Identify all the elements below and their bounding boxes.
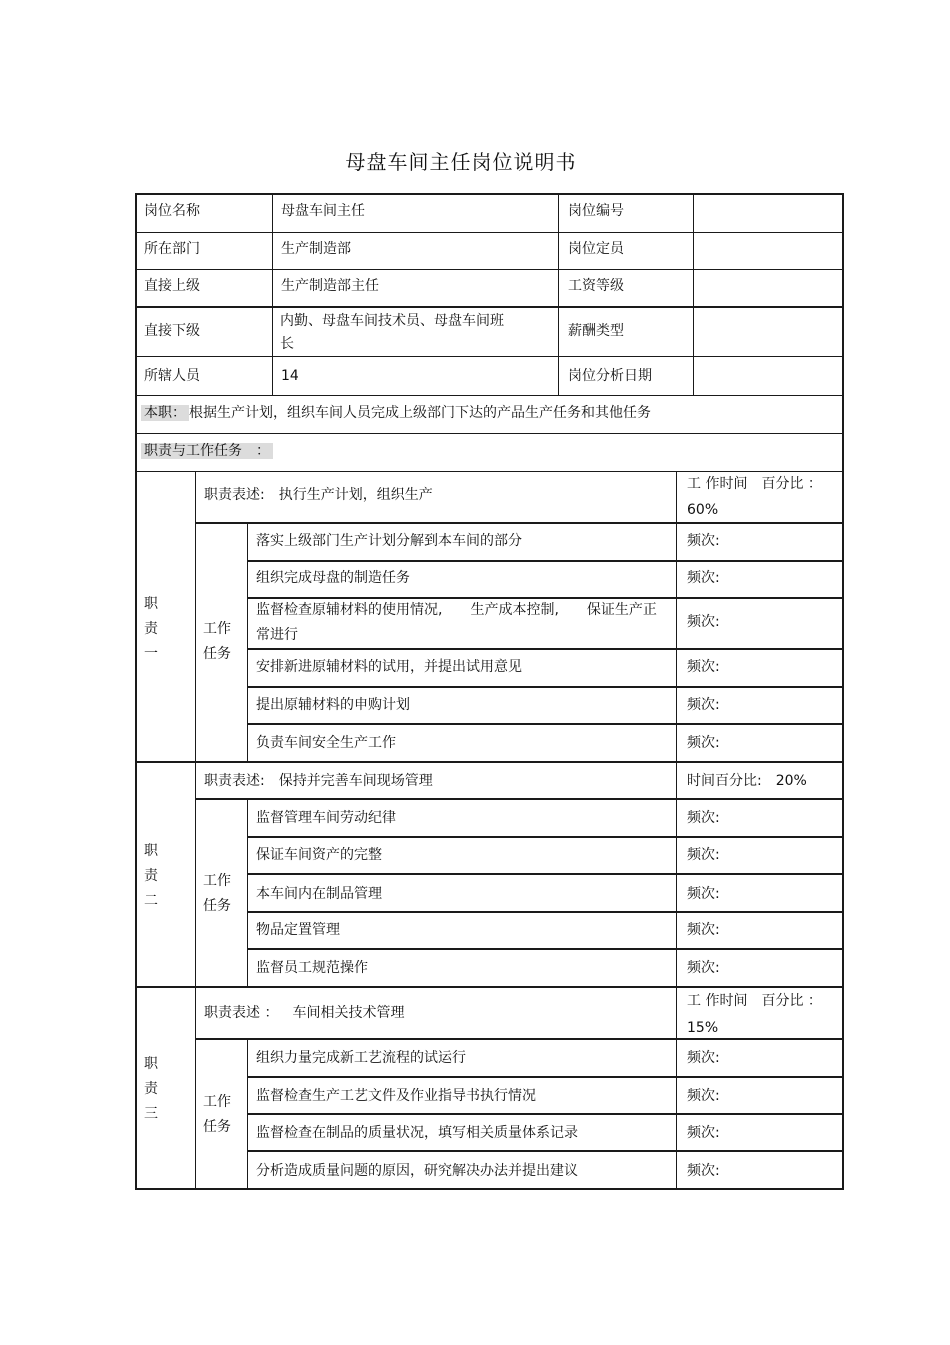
duty-1-task: 安排新进原辅材料的试用，并提出试用意见 (256, 659, 522, 675)
dept-label: 所在部门 (144, 241, 200, 257)
frequency-label: 频次: (687, 922, 720, 938)
duty-3-label: 职 责 三 (144, 1056, 158, 1122)
core-duty-text: 根据生产计划，组织车间人员完成上级部门下达的产品生产任务和其他任务 (189, 405, 651, 421)
duty-1-task: 负责车间安全生产工作 (256, 735, 396, 751)
col-divider (272, 194, 273, 395)
position-no-label: 岗位编号 (568, 203, 624, 219)
duty-2-task: 本车间内在制品管理 (256, 886, 382, 902)
staff-value: 14 (281, 368, 299, 384)
superior-value: 生产制造部主任 (281, 278, 379, 294)
row-divider (248, 836, 842, 838)
duty-3-task-label: 工作 任务 (203, 1094, 231, 1135)
duty-2-task: 监督员工规范操作 (256, 960, 368, 976)
col-divider (247, 523, 248, 762)
col-divider (693, 194, 694, 395)
row-divider (248, 686, 842, 688)
frequency-label: 频次: (687, 614, 720, 630)
row-divider (196, 798, 842, 800)
col-divider (247, 799, 248, 987)
table-border-top (136, 193, 844, 195)
superior-label: 直接上级 (144, 278, 200, 294)
row-divider (248, 1113, 842, 1115)
duty-3-task: 监督检查生产工艺文件及作业指导书执行情况 (256, 1088, 536, 1104)
frequency-label: 频次: (687, 1088, 720, 1104)
position-name-value: 母盘车间主任 (281, 203, 365, 219)
pay-type-label: 薪酬类型 (568, 323, 624, 339)
row-divider (248, 873, 842, 875)
staff-label: 所辖人员 (144, 368, 200, 384)
core-duty-row (141, 401, 651, 425)
row-divider (136, 269, 843, 270)
duties-header-label: 职责与工作任务 ： (141, 443, 273, 459)
duty-3-description: 职责表述 ： 车间相关技术管理 (204, 1005, 405, 1021)
duty-2-task: 保证车间资产的完整 (256, 847, 382, 863)
duty-3-task: 分析造成质量问题的原因，研究解决办法并提出建议 (256, 1163, 578, 1179)
duty-2-task-label: 工作 任务 (203, 873, 231, 914)
row-divider (136, 433, 843, 434)
col-divider (676, 472, 677, 1189)
row-divider (248, 1150, 842, 1152)
analysis-date-label: 岗位分析日期 (568, 368, 652, 384)
duty-1-task: 监督检查原辅材料的使用情况, 生产成本控制, 保证生产正常进行 (256, 602, 657, 643)
duty-2-task: 物品定置管理 (256, 922, 340, 938)
duty-divider (136, 986, 843, 988)
duty-2-time: 时间百分比: 20% (687, 773, 807, 789)
row-divider (196, 1038, 842, 1040)
frequency-label: 频次: (687, 886, 720, 902)
duty-divider (136, 761, 843, 763)
duty-3-task: 监督检查在制品的质量状况，填写相关质量体系记录 (256, 1125, 578, 1141)
duties-header (141, 439, 273, 463)
row-divider (196, 522, 842, 524)
frequency-label: 频次: (687, 1125, 720, 1141)
frequency-label: 频次: (687, 810, 720, 826)
frequency-label: 频次: (687, 659, 720, 675)
row-divider (136, 232, 843, 233)
row-divider (248, 1076, 842, 1078)
core-duty-label: 本职： (141, 405, 189, 421)
frequency-label: 频次: (687, 735, 720, 751)
row-divider (248, 723, 842, 725)
col-divider (195, 472, 196, 1189)
duty-3-time-line1: 工 作时间 百分比 ： (687, 993, 822, 1009)
table-border-right (842, 193, 844, 1190)
duty-2-description: 职责表述: 保持并完善车间现场管理 (204, 773, 433, 789)
duty-1-task: 落实上级部门生产计划分解到本车间的部分 (256, 533, 522, 549)
duty-3-time-line2: 15% (687, 1020, 719, 1036)
subordinate-value-line1: 内勤、母盘车间技术员、母盘车间班 (280, 313, 504, 329)
table-border-left (135, 193, 137, 1190)
duty-1-task-label: 工作 任务 (203, 621, 231, 662)
frequency-label: 频次: (687, 533, 720, 549)
row-divider (248, 648, 842, 650)
page-title: 母盘车间主任岗位说明书 (345, 150, 577, 174)
frequency-label: 频次: (687, 570, 720, 586)
row-divider (248, 911, 842, 913)
duty-1-time-line2: 60% (687, 502, 719, 518)
frequency-label: 频次: (687, 960, 720, 976)
frequency-label: 频次: (687, 1163, 720, 1179)
row-divider (248, 948, 842, 950)
row-divider (136, 395, 843, 396)
duty-1-label: 职 责 一 (144, 596, 158, 662)
row-divider (136, 306, 843, 308)
duty-1-time-line1: 工 作时间 百分比 ： (687, 476, 822, 492)
duty-3-task: 组织力量完成新工艺流程的试运行 (256, 1050, 466, 1066)
duty-1-task: 提出原辅材料的申购计划 (256, 697, 410, 713)
frequency-label: 频次: (687, 847, 720, 863)
subordinate-value-line2: 长 (280, 336, 294, 352)
row-divider (136, 356, 843, 357)
duty-1-task: 组织完成母盘的制造任务 (256, 570, 410, 586)
table-border-bottom (136, 1188, 844, 1190)
headcount-label: 岗位定员 (568, 241, 624, 257)
duty-2-task: 监督管理车间劳动纪律 (256, 810, 396, 826)
subordinate-label: 直接下级 (144, 323, 200, 339)
wage-grade-label: 工资等级 (568, 278, 624, 294)
row-divider (248, 560, 842, 562)
frequency-label: 频次: (687, 1050, 720, 1066)
duty-1-description: 职责表述: 执行生产计划，组织生产 (204, 487, 433, 503)
col-divider (558, 194, 559, 395)
position-name-label: 岗位名称 (144, 203, 200, 219)
dept-value: 生产制造部 (281, 241, 351, 257)
frequency-label: 频次: (687, 697, 720, 713)
duty-2-label: 职 责 二 (144, 843, 158, 909)
